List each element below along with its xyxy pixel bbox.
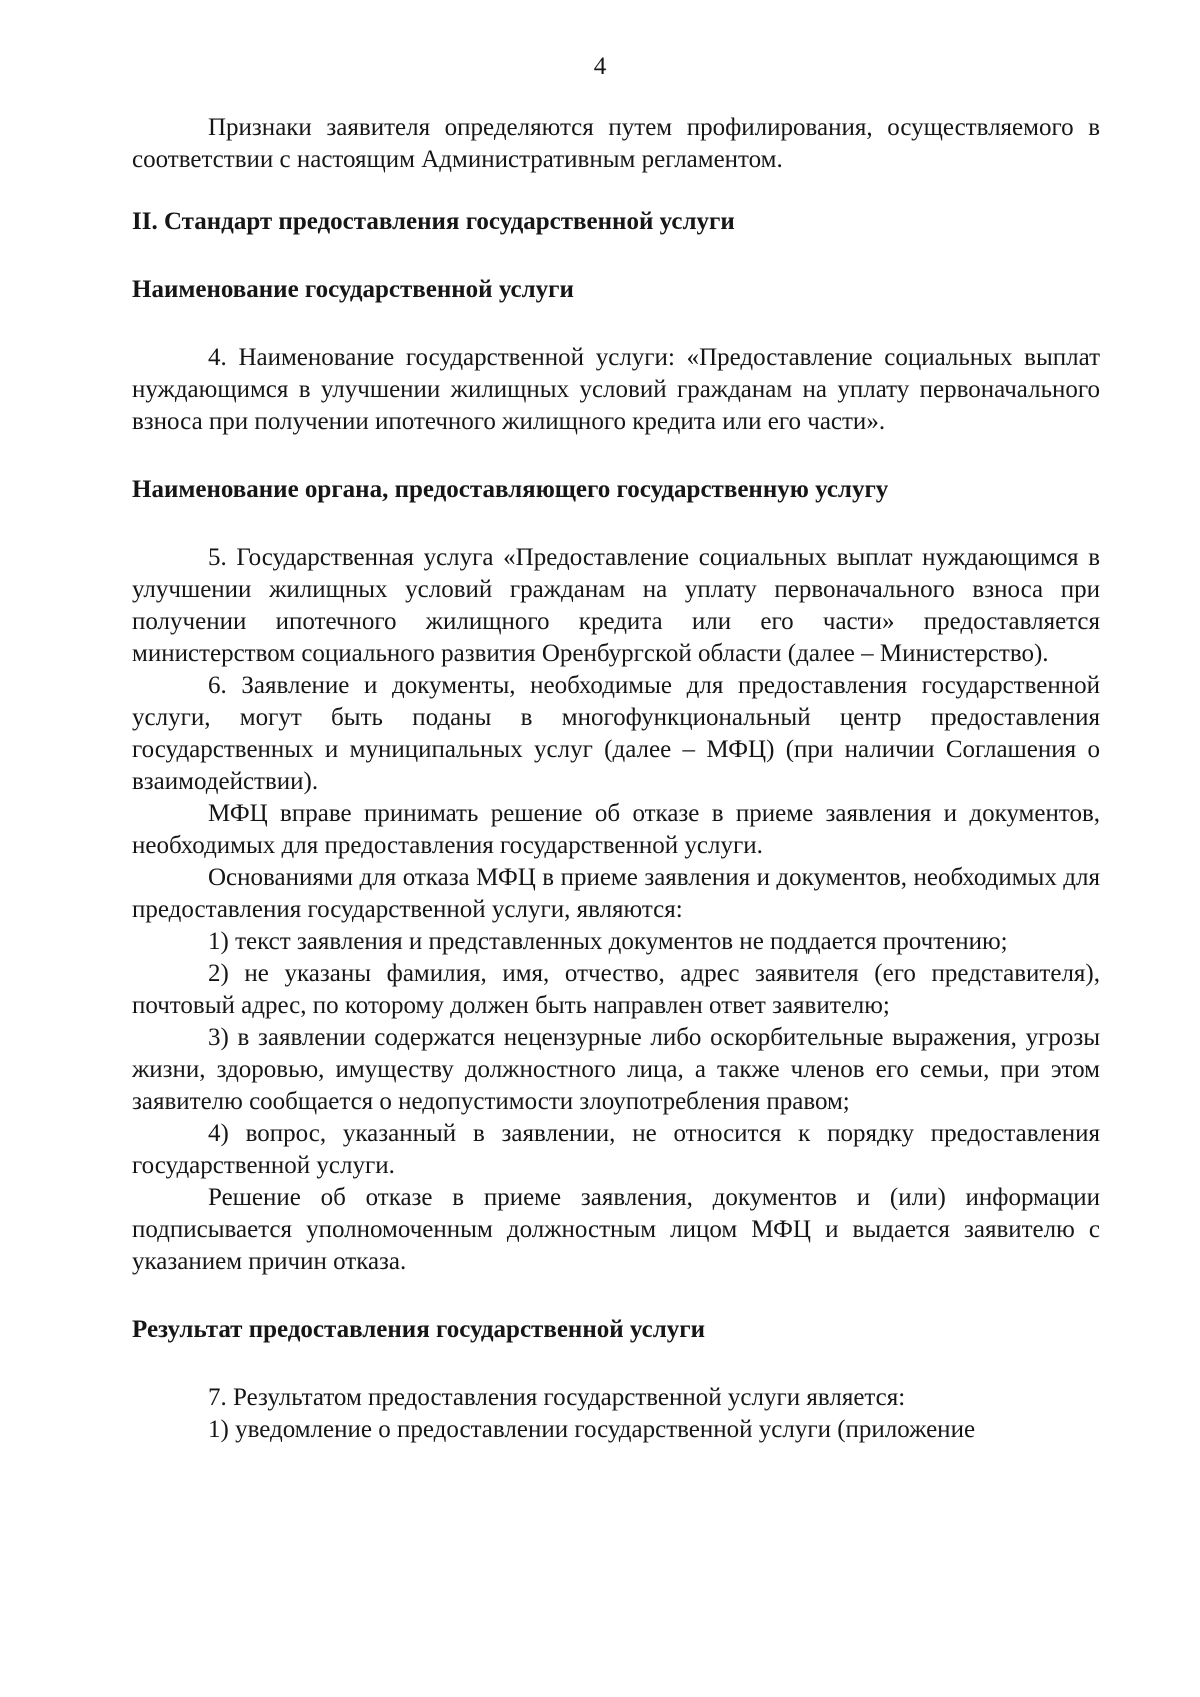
intro-paragraph: Признаки заявителя определяются путем профилирования, осуществляемого в соответствии с настоящим Административным регламентом. xyxy=(132,114,1100,173)
heading-result: Результат предоставления государственной услуги xyxy=(132,1316,705,1343)
paragraph-grounds: Основаниями для отказа МФЦ в приеме заявления и документов, необходимых для предоставления государственной услуги, являются: xyxy=(132,864,1100,923)
list-item: 3) в заявлении содержатся нецензурные либо оскорбительные выражения, угрозы жизни, здоровью, имуществу должностного лица, а также членов его семьи, при этом заявителю сообщается о недопустимости злоупотребления правом; xyxy=(132,1024,1100,1115)
paragraph-mfc-right: МФЦ вправе принимать решение об отказе в приеме заявления и документов, необходимых для предоставления государственной услуги. xyxy=(132,800,1100,859)
list-item: 1) текст заявления и представленных документов не поддается прочтению; xyxy=(208,928,1008,955)
heading-service-name: Наименование государственной услуги xyxy=(132,276,574,303)
paragraph-6: 6. Заявление и документы, необходимые для предоставления государственной услуги, могут быть поданы в многофункциональный центр предоставления государственных и муниципальных услуг (далее – МФЦ) (при наличии Соглашения о взаимодействии). xyxy=(132,672,1100,795)
paragraph-4: 4. Наименование государственной услуги: «Предоставление социальных выплат нуждающимся в улучшении жилищных условий гражданам на уплату первоначального взноса при получении ипотечного жилищного кредита или его части». xyxy=(132,344,1100,435)
list-item: 4) вопрос, указанный в заявлении, не относится к порядку предоставления государственной услуги. xyxy=(132,1120,1100,1179)
page-number: 4 xyxy=(593,53,607,80)
list-item: 2) не указаны фамилия, имя, отчество, адрес заявителя (его представителя), почтовый адрес, по которому должен быть направлен ответ заявителю; xyxy=(132,960,1100,1019)
paragraph-7-item-1: 1) уведомление о предоставлении государственной услуги (приложение xyxy=(208,1416,976,1443)
paragraph-decision: Решение об отказе в приеме заявления, документов и (или) информации подписывается уполномоченным должностным лицом МФЦ и выдается заявителю с указанием причин отказа. xyxy=(132,1184,1100,1275)
paragraph-7: 7. Результатом предоставления государственной услуги является: xyxy=(208,1384,906,1411)
document-body xyxy=(132,112,1100,1446)
section-title: II. Стандарт предоставления государственной услуги xyxy=(132,208,735,235)
heading-authority: Наименование органа, предоставляющего государственную услугу xyxy=(132,476,889,503)
paragraph-5: 5. Государственная услуга «Предоставление социальных выплат нуждающимся в улучшении жилищных условий гражданам на уплату первоначального взноса при получении ипотечного жилищного кредита или его части» предоставляется министерством социального развития Оренбургской области (далее – Министерство). xyxy=(132,544,1100,667)
